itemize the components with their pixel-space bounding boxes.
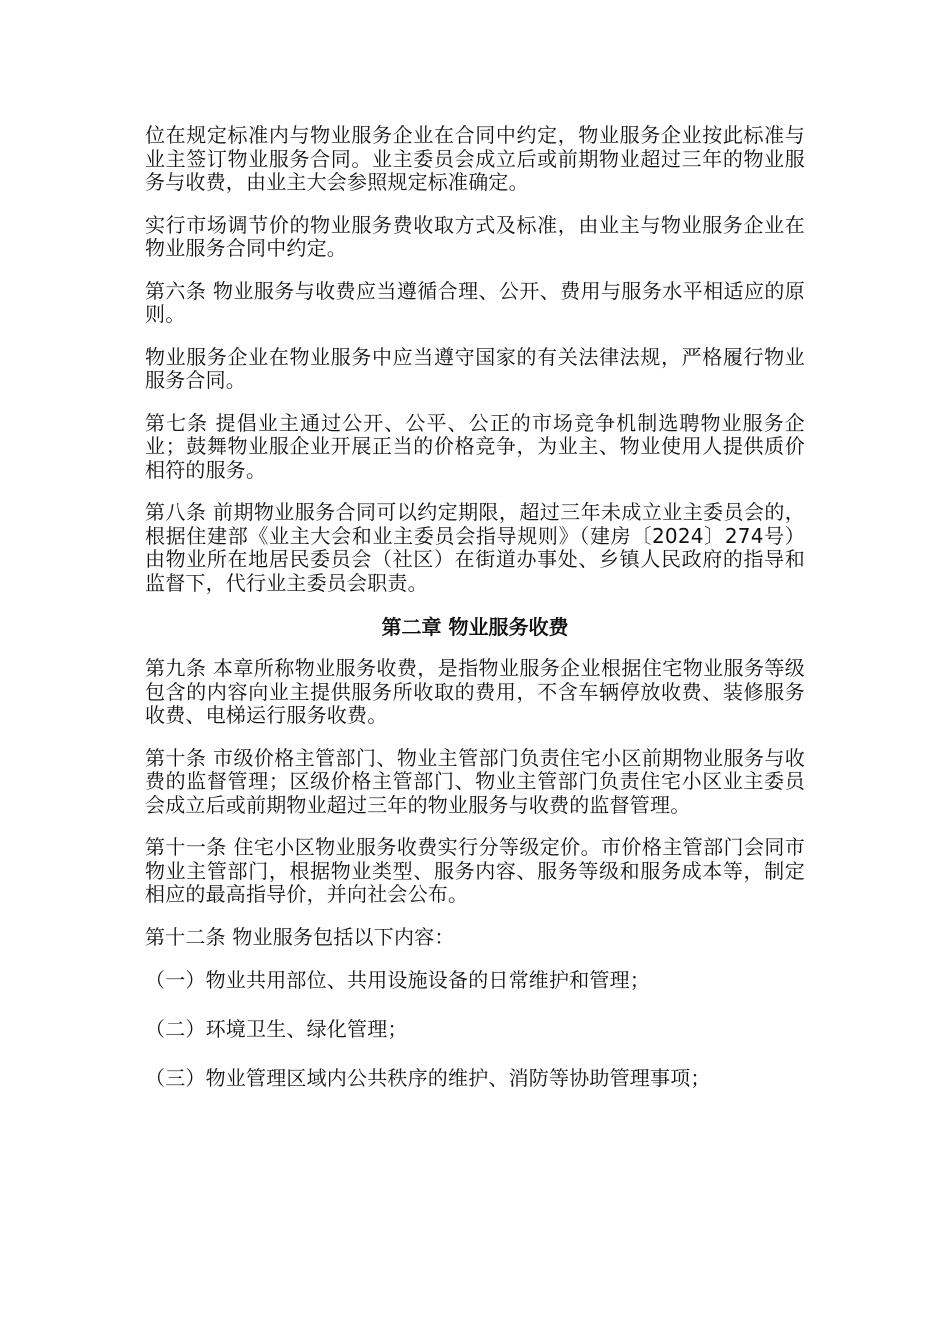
- article-6: 第六条 物业服务与收费应当遵循合理、公开、费用与服务水平相适应的原则。: [145, 278, 805, 326]
- article-9: 第九条 本章所称物业服务收费，是指物业服务企业根据住宅物业服务等级包含的内容向业主提供服务所收取的费用，不含车辆停放收费、装修服务收费、电梯运行服务收费。: [145, 656, 805, 727]
- list-item-2: （二）环境卫生、绿化管理；: [145, 1017, 408, 1041]
- list-item-1: （一）物业共用部位、共用设施设备的日常维护和管理；: [145, 968, 650, 992]
- paragraph-market-price: 实行市场调节价的物业服务费收取方式及标准，由业主与物业服务企业在物业服务合同中约定。: [145, 212, 805, 260]
- document-page: [145, 124, 805, 1115]
- article-12: 第十二条 物业服务包括以下内容：: [145, 924, 455, 949]
- article-11: 第十一条 住宅小区物业服务收费实行分等级定价。市价格主管部门会同市物业主管部门，根据物业类型、服务内容、服务等级和服务成本等，制定相应的最高指导价，并向社会公布。: [145, 835, 805, 906]
- list-item-3: （三）物业管理区域内公共秩序的维护、消防等协助管理事项；: [145, 1066, 711, 1090]
- article-7: 第七条 提倡业主通过公开、公平、公正的市场竞争机制选聘物业服务企业；鼓舞物业服企业开展正当的价格竞争，为业主、物业使用人提供质价相符的服务。: [145, 410, 805, 482]
- paragraph-compliance: 物业服务企业在物业服务中应当遵守国家的有关法律法规，严格履行物业服务合同。: [145, 344, 805, 392]
- article-8: 第八条 前期物业服务合同可以约定期限，超过三年未成立业主委员会的，根据住建部《业主大会和业主委员会指导规则》（建房〔2024〕274号）由物业所在地居民委员会（社区）在街道办事处、乡镇人民政府的指导和监督下，代行业主委员会职责。: [145, 500, 805, 595]
- article-10: 第十条 市级价格主管部门、物业主管部门负责住宅小区前期物业服务与收费的监督管理；区级价格主管部门、物业主管部门负责住宅小区业主委员会成立后或前期物业超过三年的物业服务与收费的监督管理。: [145, 745, 805, 817]
- paragraph-continuation: 位在规定标准内与物业服务企业在合同中约定，物业服务企业按此标准与业主签订物业服务合同。业主委员会成立后或前期物业超过三年的物业服务与收费，由业主大会参照规定标准确定。: [145, 123, 805, 194]
- chapter-title: 第二章 物业服务收费: [381, 615, 569, 639]
